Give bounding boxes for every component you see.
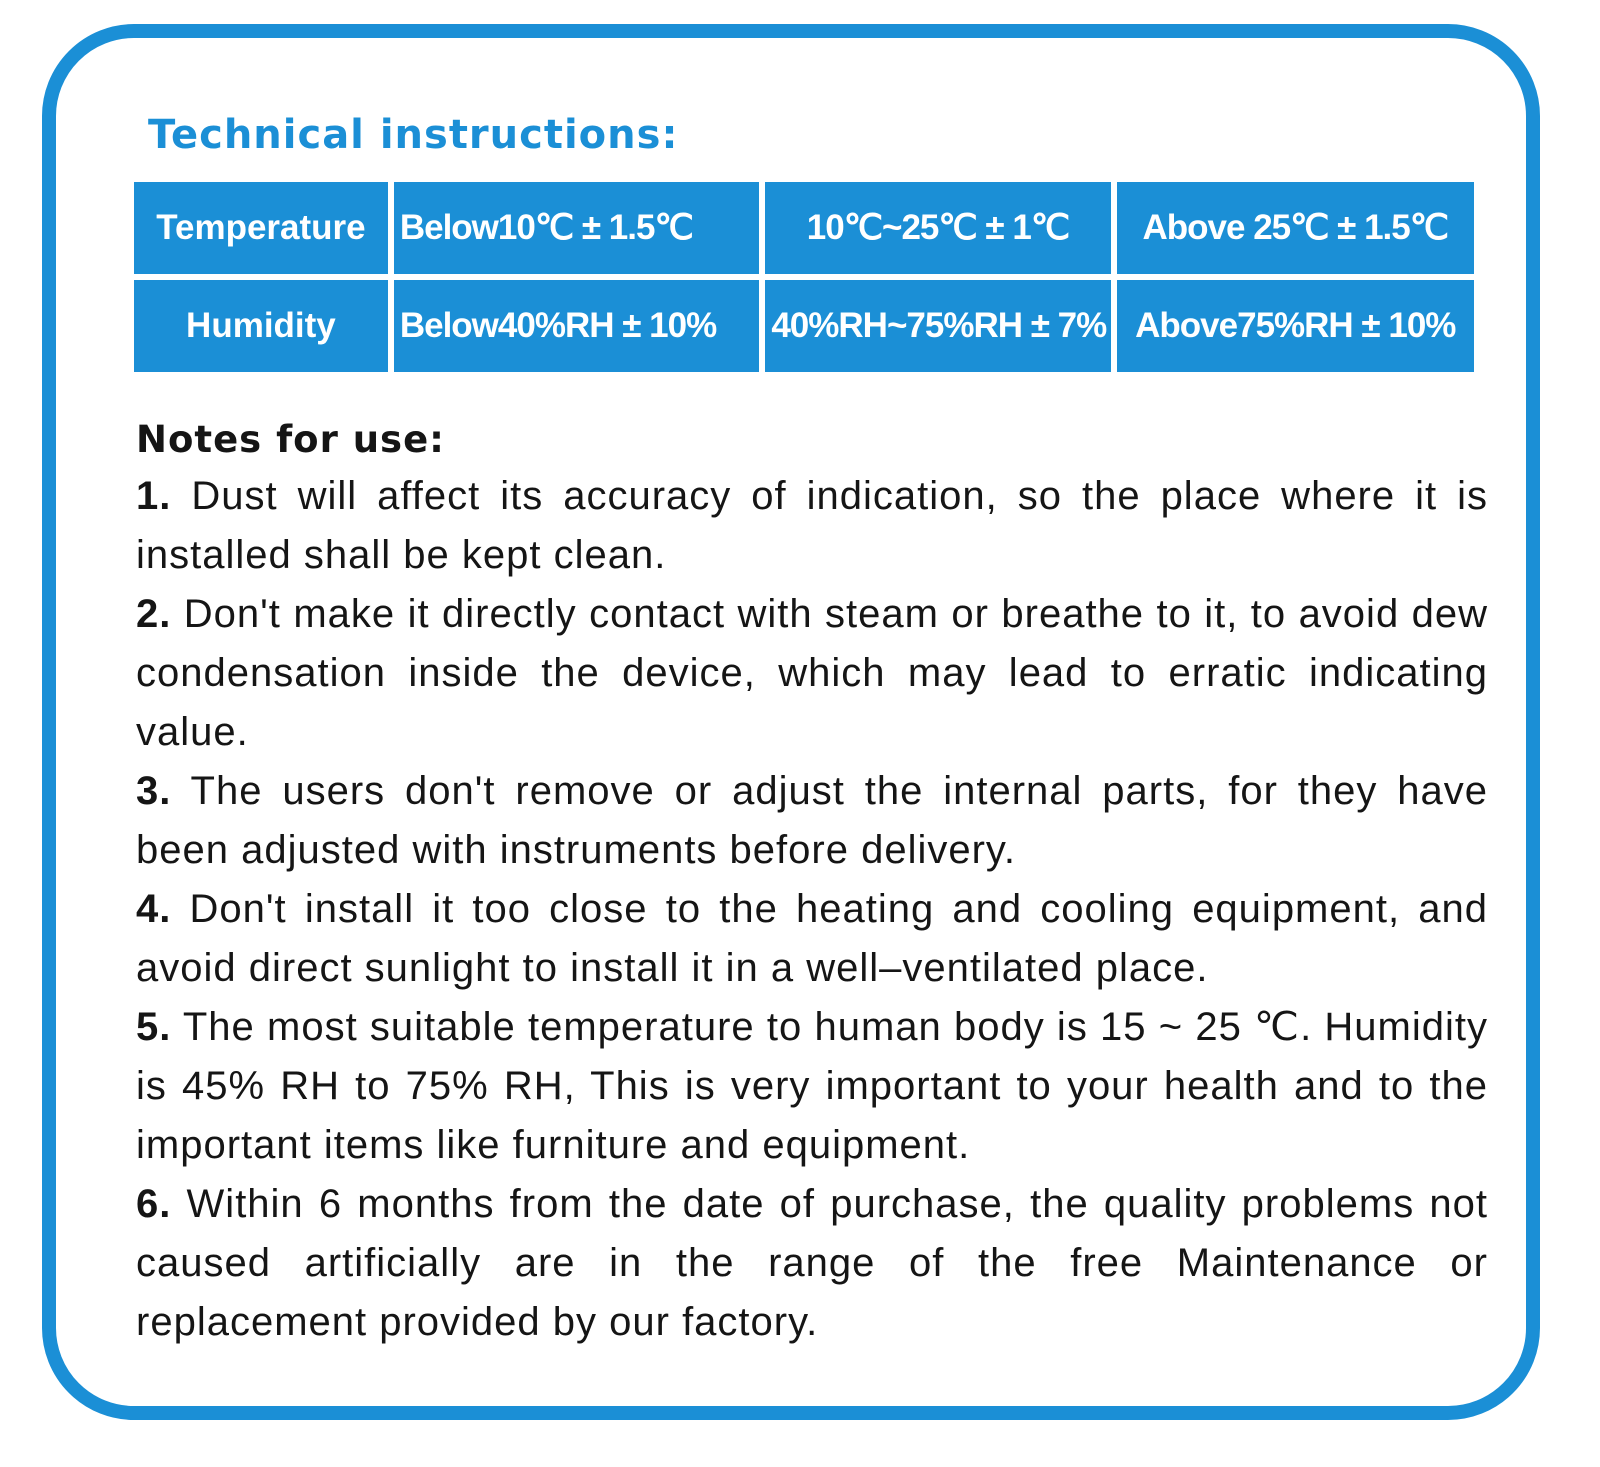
table-cell: Above75%RH ± 10%: [1117, 280, 1474, 372]
note-item: [136, 467, 1488, 585]
table-cell: Below10℃ ± 1.5℃: [394, 182, 760, 274]
note-item: [136, 762, 1488, 880]
notes-section: [136, 418, 1488, 1352]
note-item: [136, 880, 1488, 998]
table-row-humidity: [134, 280, 1474, 372]
table-cell: 10℃~25℃ ± 1℃: [765, 182, 1110, 274]
note-text: Within 6 months from the date of purchase, the quality problems not caused artificially are in the range of the free Maintenance or replacement provided by our factory.: [136, 1182, 1488, 1344]
spec-table: [128, 176, 1480, 378]
notes-list: [136, 467, 1488, 1352]
table-cell: 40%RH~75%RH ± 7%: [765, 280, 1110, 372]
note-text: Don't install it too close to the heating and cooling equipment, and avoid direct sunlight to install it in a well–ventilated place.: [136, 887, 1488, 990]
row-label-humidity: Humidity: [134, 280, 388, 372]
note-number: 2.: [136, 592, 172, 636]
note-number: 5.: [136, 1005, 172, 1049]
note-number: 6.: [136, 1182, 172, 1226]
notes-title: Notes for use:: [136, 418, 445, 461]
table-cell: Below40%RH ± 10%: [394, 280, 760, 372]
note-text: Don't make it directly contact with steam or breathe to it, to avoid dew condensation inside the device, which may lead to erratic indicating value.: [136, 592, 1488, 754]
note-item: [136, 998, 1488, 1175]
table-row-temperature: [134, 182, 1474, 274]
note-number: 1.: [136, 474, 172, 518]
note-number: 4.: [136, 887, 172, 931]
note-text: Dust will affect its accuracy of indication, so the place where it is installed shall be kept clean.: [136, 474, 1488, 577]
technical-instructions-title: Technical instructions:: [148, 112, 679, 158]
note-number: 3.: [136, 769, 172, 813]
note-item: [136, 1175, 1488, 1352]
row-label-temperature: Temperature: [134, 182, 388, 274]
note-text: The most suitable temperature to human body is 15 ~ 25 ℃. Humidity is 45% RH to 75% RH, This is very important to your health and to the important items like furniture and equipment.: [136, 1005, 1488, 1167]
table-cell: Above 25℃ ± 1.5℃: [1117, 182, 1474, 274]
note-text: The users don't remove or adjust the internal parts, for they have been adjusted with instruments before delivery.: [136, 769, 1489, 872]
note-item: [136, 585, 1488, 762]
